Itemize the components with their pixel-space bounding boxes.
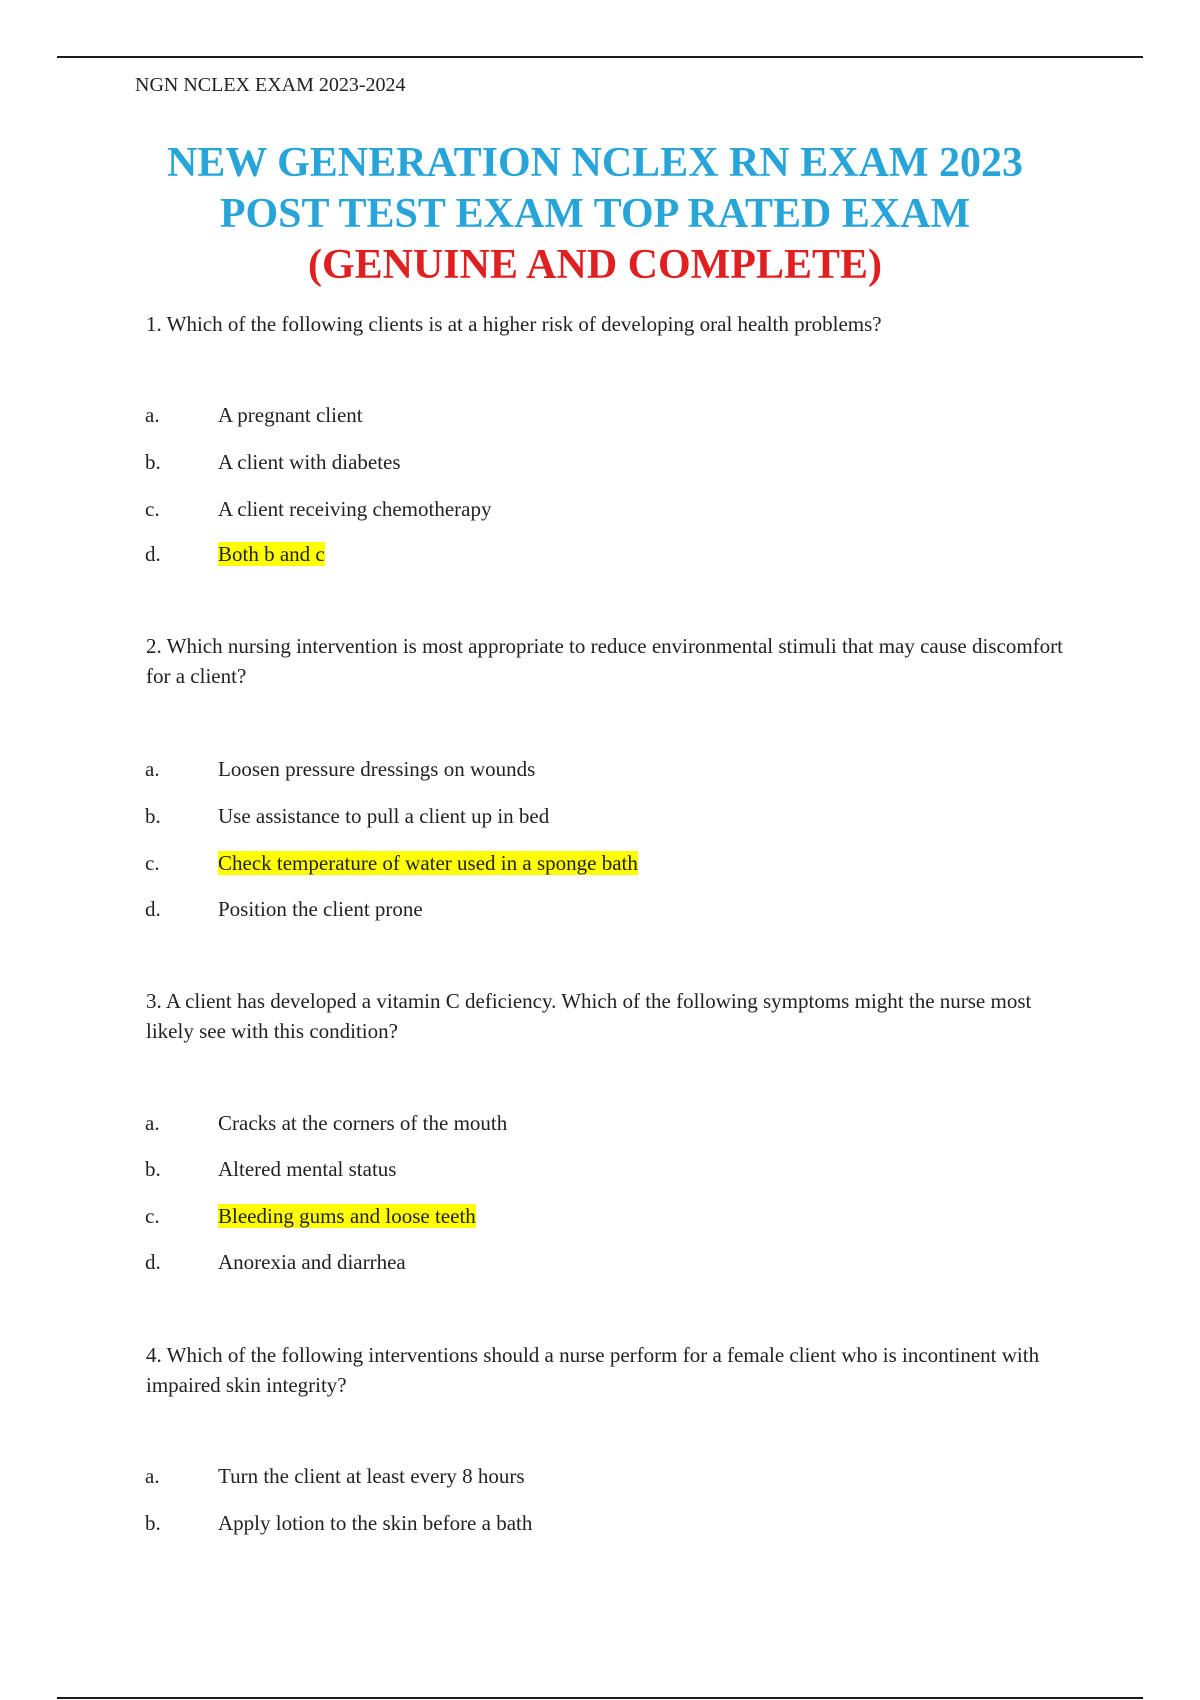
question-3: 3. A client has developed a vitamin C deficiency. Which of the following symptoms might the nurse most likely see with this condition? (146, 989, 1032, 1043)
q2-option-d (145, 895, 423, 923)
option-letter: d. (145, 542, 161, 566)
option-text: Apply lotion to the skin before a bath (218, 1511, 533, 1535)
running-header: NGN NCLEX EXAM 2023-2024 (135, 74, 406, 96)
q3-option-c (145, 1202, 476, 1230)
q1-option-a (145, 401, 363, 429)
option-text: Cracks at the corners of the mouth (218, 1111, 508, 1135)
question-4: 4. Which of the following interventions should a nurse perform for a female client who is incontinent with impaired skin integrity? (146, 1343, 1040, 1397)
option-letter: b. (145, 1157, 161, 1181)
q2-option-a (145, 755, 535, 783)
option-text: Position the client prone (218, 897, 423, 921)
q4-option-a (145, 1462, 525, 1490)
option-text: Altered mental status (218, 1157, 397, 1181)
option-text: A client with diabetes (218, 450, 401, 474)
option-letter: d. (145, 897, 161, 921)
option-letter: b. (145, 1511, 161, 1535)
option-text: Anorexia and diarrhea (218, 1250, 406, 1274)
q3-option-d (145, 1248, 406, 1276)
q3-option-b (145, 1155, 396, 1183)
option-letter: a. (145, 1111, 160, 1135)
q3-option-a (145, 1109, 507, 1137)
option-letter: c. (145, 1204, 160, 1228)
title-line-3: (GENUINE AND COMPLETE) (307, 242, 883, 288)
option-letter: a. (145, 757, 160, 781)
option-text: A client receiving chemotherapy (218, 497, 492, 521)
option-text: Use assistance to pull a client up in bed (218, 804, 550, 828)
title-line-2: POST TEST EXAM TOP RATED EXAM (219, 191, 971, 237)
document-title (90, 138, 1100, 291)
option-text-correct-answer: Both b and c (218, 542, 325, 566)
option-letter: b. (145, 804, 161, 828)
option-letter: b. (145, 450, 161, 474)
question-2: 2. Which nursing intervention is most appropriate to reduce environmental stimuli that may cause discomfort for a client? (146, 634, 1063, 688)
q4-option-b (145, 1509, 532, 1537)
option-letter: d. (145, 1250, 161, 1274)
title-line-1: NEW GENERATION NCLEX RN EXAM 2023 (166, 140, 1024, 186)
option-letter: a. (145, 403, 160, 427)
option-text-correct-answer: Bleeding gums and loose teeth (218, 1204, 476, 1228)
option-letter: c. (145, 497, 160, 521)
option-letter: c. (145, 851, 160, 875)
q1-option-b (145, 448, 401, 476)
q2-option-b (145, 802, 549, 830)
bottom-rule (57, 1697, 1143, 1699)
question-1: 1. Which of the following clients is at a higher risk of developing oral health problems? (146, 312, 882, 336)
option-text: A pregnant client (218, 403, 363, 427)
option-letter: a. (145, 1464, 160, 1488)
option-text-correct-answer: Check temperature of water used in a sponge bath (218, 851, 638, 875)
top-rule (57, 56, 1143, 58)
option-text: Turn the client at least every 8 hours (218, 1464, 525, 1488)
option-text: Loosen pressure dressings on wounds (218, 757, 536, 781)
q1-option-c (145, 495, 491, 523)
q2-option-c (145, 849, 638, 877)
q1-option-d (145, 540, 325, 568)
